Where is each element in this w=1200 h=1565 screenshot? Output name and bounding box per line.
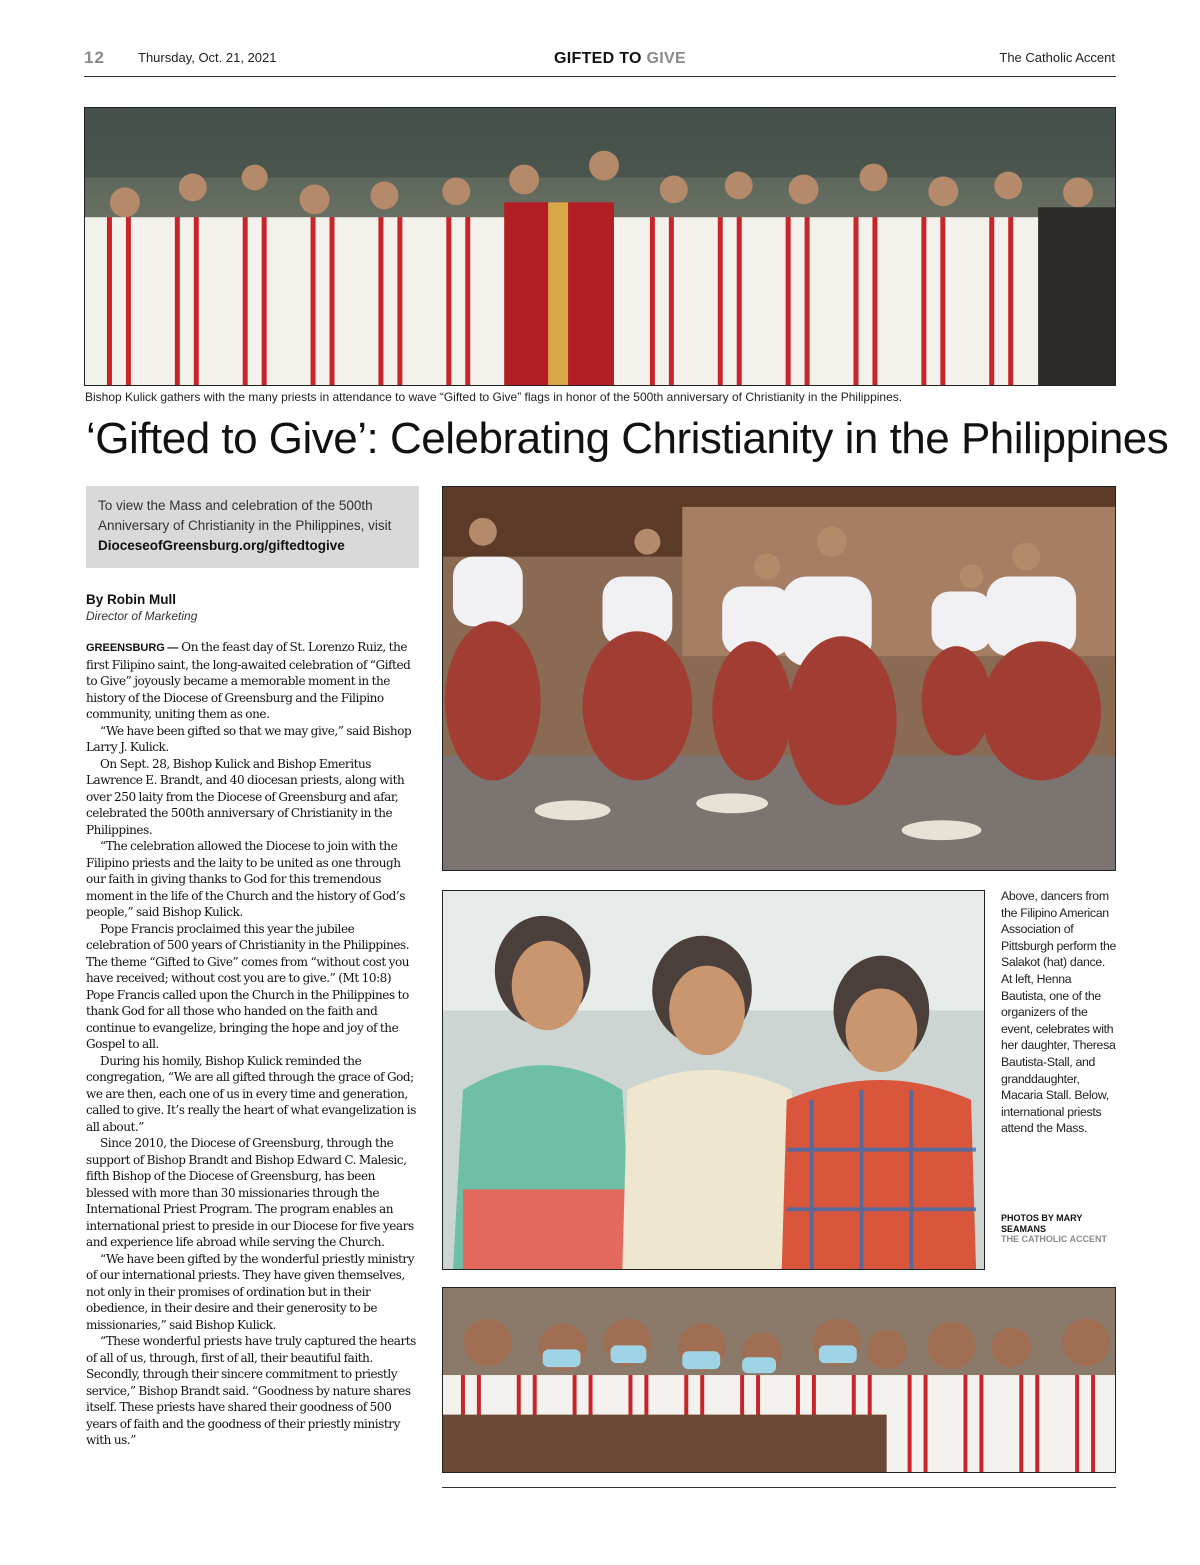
byline-author: By Robin Mull bbox=[86, 592, 176, 607]
article-body bbox=[86, 639, 420, 1449]
byline-role: Director of Marketing bbox=[86, 609, 198, 623]
article-paragraph: Pope Francis proclaimed this year the jubilee celebration of 500 years of Christianity in the Philippines. The theme “Gifted to Give” comes from “without cost you have received; without cost you are to give.” (Mt 10:8) Pope Francis called upon the Church in the Philippines to thank God for all those who handed on the faith and continue to evangelize, bringing the hope and joy of the Gospel to all. bbox=[86, 921, 410, 1051]
priests-photo-graphic bbox=[443, 1288, 1115, 1472]
family-photo-graphic bbox=[443, 891, 984, 1269]
publication-name: The Catholic Accent bbox=[999, 50, 1115, 65]
side-caption: Above, dancers from the Filipino American Association of Pittsburgh perform the Salakot (hat) dance. At left, Henna Bautista, one of the organizers of the event, celebrates with her daughter, Theresa Bautista-Stall, and granddaughter, Macaria Stall. Below, international priests attend the Mass. bbox=[1001, 889, 1117, 1136]
section-title-part1: GIFTED TO bbox=[554, 50, 642, 67]
photo-credit-name: PHOTOS BY MARY SEAMANS bbox=[1001, 1213, 1083, 1234]
bottom-divider bbox=[442, 1487, 1116, 1488]
article-paragraph: “The celebration allowed the Diocese to join with the Filipino priests and the laity to be united as one through our faith in giving thanks to God for this tremendous moment in the life of the Church and the history of God’s people,” said Bishop Kulick. bbox=[86, 839, 406, 919]
article-paragraph: “We have been gifted by the wonderful priestly ministry of our international priests. They have given themselves, not only in their promises of ordination but in their obedience, in their desire and their generosity to be missionaries,” said Bishop Kulick. bbox=[86, 1251, 415, 1332]
dateline: GREENSBURG — bbox=[86, 642, 179, 654]
group-photo-graphic bbox=[85, 108, 1115, 385]
article-paragraph: “We have been gifted so that we may give,” said Bishop Larry J. Kulick. bbox=[86, 723, 412, 754]
dancers-photo-graphic bbox=[443, 487, 1115, 870]
group-photo-priests bbox=[84, 107, 1116, 386]
article-paragraph: During his homily, Bishop Kulick reminded the congregation, “We are all gifted through the grace of God; we are then, each one of us in every time and generation, called to give. It’s really the heart of what evangelization is all about.” bbox=[86, 1053, 416, 1134]
header-divider bbox=[84, 76, 1116, 77]
top-photo-caption: Bishop Kulick gathers with the many priests in attendance to wave “Gifted to Give” flags in honor of the 500th anniversary of Christianity in the Philippines. bbox=[85, 390, 903, 404]
issue-date: Thursday, Oct. 21, 2021 bbox=[138, 50, 277, 65]
article-paragraph: GREENSBURG — On the feast day of St. Lorenzo Ruiz, the first Filipino saint, the long-awaited celebration of “Gifted to Give” joyously became a memorable moment in the history of the Diocese of Greensburg and the Filipino community, uniting them as one. bbox=[86, 640, 411, 721]
info-box-text: To view the Mass and celebration of the 500th Anniversary of Christianity in the Philippines, visit bbox=[98, 498, 392, 533]
photo-credit-publication: THE CATHOLIC ACCENT bbox=[1001, 1234, 1107, 1244]
page-number: 12 bbox=[84, 48, 105, 67]
dancers-photo bbox=[442, 486, 1116, 871]
info-box bbox=[86, 486, 419, 568]
section-title-part2: GIVE bbox=[646, 50, 686, 67]
photo-credit bbox=[1001, 1213, 1117, 1245]
article-paragraph: On Sept. 28, Bishop Kulick and Bishop Emeritus Lawrence E. Brandt, and 40 diocesan priests, along with over 250 laity from the Diocese of Greensburg and afar, celebrated the 500th anniversary of Christianity in the Philippines. bbox=[86, 756, 405, 837]
headline: ‘Gifted to Give’: Celebrating Christianity in the Philippines bbox=[86, 414, 1169, 463]
international-priests-photo bbox=[442, 1287, 1116, 1473]
article-paragraph: “These wonderful priests have truly captured the hearts of all of us, through, first of all, their beautiful faith. Secondly, through their sincere commitment to priestly service,” Bishop Brandt said. “Goodness by nature shares itself. These priests have shared their goodness of 500 years of faith and the goodness of their priestly ministry with us.” bbox=[86, 1334, 416, 1447]
article-paragraph: Since 2010, the Diocese of Greensburg, through the support of Bishop Brandt and Bishop Edward C. Malesic, fifth Bishop of the Diocese of Greensburg, has been blessed with more than 30 missionaries through the International Priest Program. The program enables an international priest to preside in our Diocese for five years and experience life abroad while serving the Church. bbox=[86, 1136, 414, 1249]
info-box-link[interactable]: DioceseofGreensburg.org/giftedtogive bbox=[98, 538, 345, 553]
family-photo bbox=[442, 890, 985, 1270]
